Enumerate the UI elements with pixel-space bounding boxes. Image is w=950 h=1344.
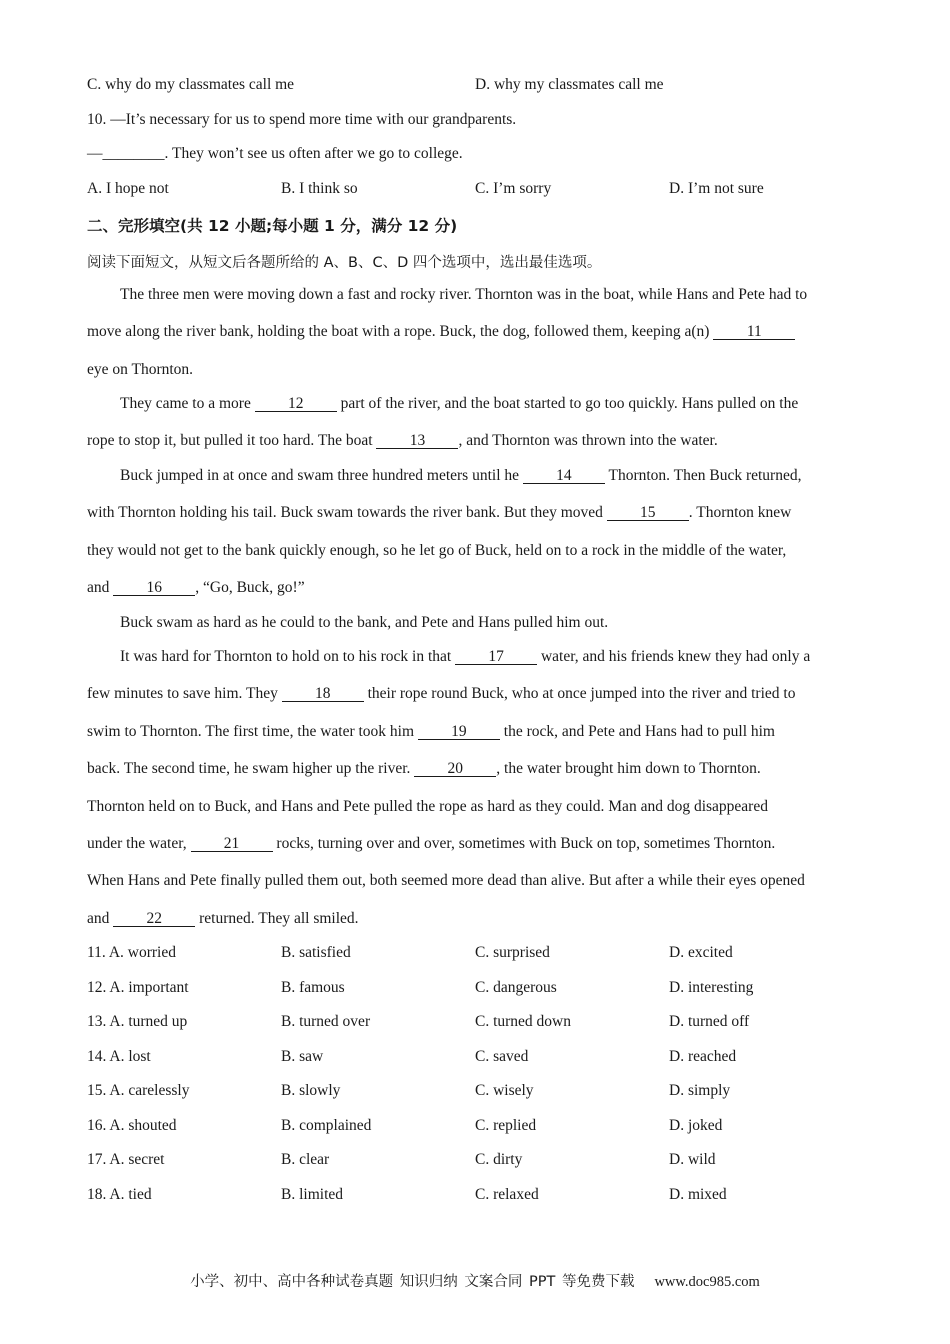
footer-url[interactable]: www.doc985.com xyxy=(654,1274,760,1290)
page-footer xyxy=(0,1270,950,1291)
blank-21: 21 xyxy=(191,836,273,852)
passage-line: move along the river bank, holding the boat with a rope. Buck, the dog, followed them, keeping a(n) 11 xyxy=(87,323,795,341)
option-15-c: C. wisely xyxy=(475,1082,534,1099)
blank-17: 17 xyxy=(455,649,537,665)
q10-option-b: B. I think so xyxy=(281,180,358,197)
blank-19: 19 xyxy=(418,724,500,740)
blank-13: 13 xyxy=(376,433,458,449)
passage-line: rope to stop it, but pulled it too hard. The boat 13 , and Thornton was thrown into the water. xyxy=(87,432,718,449)
passage-line: under the water, 21 rocks, turning over and over, sometimes with Buck on top, sometimes Thornton. xyxy=(87,835,776,852)
passage-line: with Thornton holding his tail. Buck swam towards the river bank. But they moved 15 . Thornton knew xyxy=(87,504,792,521)
passage-line: few minutes to save him. They 18 their rope round Buck, who at once jumped into the river and tried to xyxy=(87,685,796,702)
option-15-d: D. simply xyxy=(669,1082,731,1099)
option-18-c: C. relaxed xyxy=(475,1186,539,1203)
option-18-a: 18. A. tied xyxy=(87,1186,152,1203)
option-11-d: D. excited xyxy=(669,944,733,961)
option-15-a: 15. A. carelessly xyxy=(87,1082,190,1099)
q10-stem: 10. —It’s necessary for us to spend more time with our grandparents. xyxy=(87,111,517,128)
q10-option-d: D. I’m not sure xyxy=(669,180,764,197)
blank-20: 20 xyxy=(414,761,496,777)
option-14-d: D. reached xyxy=(669,1048,737,1065)
option-13-d: D. turned off xyxy=(669,1013,750,1030)
q10-option-c: C. I’m sorry xyxy=(475,180,552,197)
q10-option-a: A. I hope not xyxy=(87,180,169,197)
option-17-c: C. dirty xyxy=(475,1151,523,1168)
option-14-a: 14. A. lost xyxy=(87,1048,151,1065)
passage-line: Thornton held on to Buck, and Hans and Pete pulled the rope as hard as they could. Man and dog disappeared xyxy=(87,798,768,815)
option-16-d: D. joked xyxy=(669,1117,723,1134)
option-18-d: D. mixed xyxy=(669,1186,727,1203)
option-16-b: B. complained xyxy=(281,1117,372,1134)
passage-line: back. The second time, he swam higher up the river. 20 , the water brought him down to Thornton. xyxy=(87,760,761,777)
blank-18: 18 xyxy=(282,686,364,702)
option-11-b: B. satisfied xyxy=(281,944,351,961)
option-17-d: D. wild xyxy=(669,1151,716,1168)
option-14-b: B. saw xyxy=(281,1048,324,1065)
passage-line: and 22 returned. They all smiled. xyxy=(87,910,359,927)
option-13-c: C. turned down xyxy=(475,1013,572,1030)
passage-line: swim to Thornton. The first time, the water took him 19 the rock, and Pete and Hans had to pull him xyxy=(87,723,775,740)
option-11-a: 11. A. worried xyxy=(87,944,176,961)
q9-option-c: C. why do my classmates call me xyxy=(87,76,295,93)
blank-14: 14 xyxy=(523,468,605,484)
option-11-c: C. surprised xyxy=(475,944,550,961)
option-16-a: 16. A. shouted xyxy=(87,1117,177,1134)
passage-line: Buck jumped in at once and swam three hundred meters until he 14 Thornton. Then Buck returned, xyxy=(120,467,802,484)
passage-line: The three men were moving down a fast and rocky river. Thornton was in the boat, while Hans and Pete had to xyxy=(120,286,808,303)
passage-line: When Hans and Pete finally pulled them out, both seemed more dead than alive. But after a while their eyes opened xyxy=(87,872,805,889)
option-13-b: B. turned over xyxy=(281,1013,371,1030)
blank-15: 15 xyxy=(607,505,689,521)
passage-line: They came to a more 12 part of the river, and the boat started to go too quickly. Hans pulled on the xyxy=(120,395,799,412)
passage-line: eye on Thornton. xyxy=(87,361,194,378)
passage-line: and 16 , “Go, Buck, go!” xyxy=(87,579,305,596)
blank-12: 12 xyxy=(255,396,337,412)
passage-line: Buck swam as hard as he could to the bank, and Pete and Hans pulled him out. xyxy=(120,614,609,631)
option-18-b: B. limited xyxy=(281,1186,343,1203)
footer-text: 小学、初中、高中各种试卷真题 知识归纳 文案合同 PPT 等免费下载 xyxy=(190,1274,635,1290)
option-12-b: B. famous xyxy=(281,979,345,996)
passage-line: they would not get to the bank quickly enough, so he let go of Buck, held on to a rock in the middle of the water, xyxy=(87,542,787,559)
option-17-a: 17. A. secret xyxy=(87,1151,165,1168)
option-12-a: 12. A. important xyxy=(87,979,189,996)
option-12-c: C. dangerous xyxy=(475,979,557,996)
blank-11: 11 xyxy=(713,324,795,340)
section-heading: 二、完形填空(共 12 小题;每小题 1 分，满分 12 分) xyxy=(87,217,458,235)
option-17-b: B. clear xyxy=(281,1151,330,1168)
option-14-c: C. saved xyxy=(475,1048,529,1065)
blank-16: 16 xyxy=(113,580,195,596)
q10-reply: —________. They won’t see us often after we go to college. xyxy=(87,145,463,162)
option-12-d: D. interesting xyxy=(669,979,754,996)
passage-line: It was hard for Thornton to hold on to his rock in that 17 water, and his friends knew they had only a xyxy=(120,648,811,665)
option-15-b: B. slowly xyxy=(281,1082,341,1099)
blank-22: 22 xyxy=(113,911,195,927)
section-instruction: 阅读下面短文，从短文后各题所给的 A、B、C、D 四个选项中，选出最佳选项。 xyxy=(87,255,602,271)
q9-option-d: D. why my classmates call me xyxy=(475,76,664,93)
option-16-c: C. replied xyxy=(475,1117,537,1134)
option-13-a: 13. A. turned up xyxy=(87,1013,188,1030)
